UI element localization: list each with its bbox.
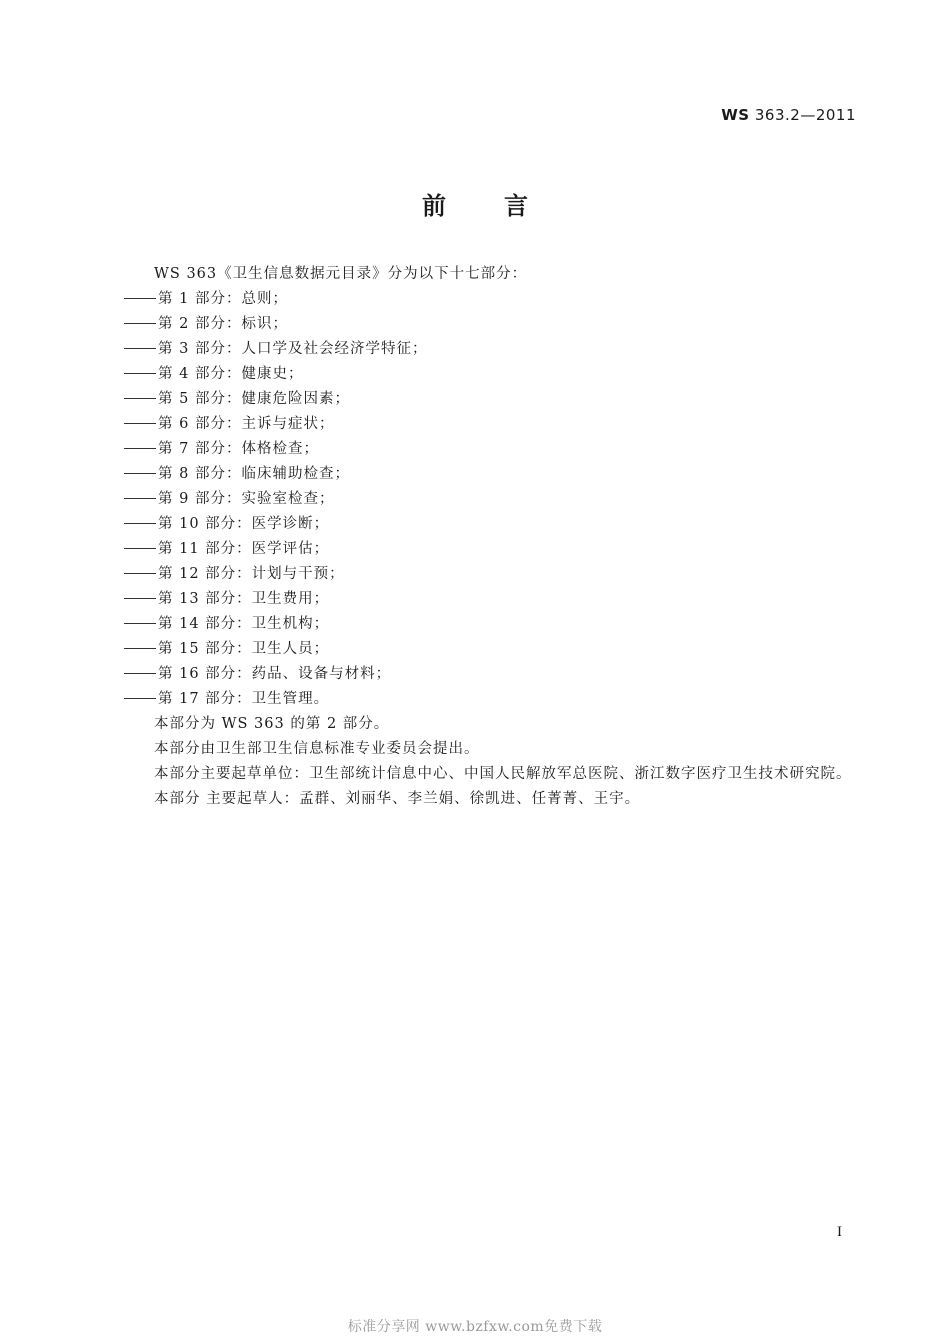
document-code-prefix: WS [721,106,750,124]
part-list [124,287,860,712]
intro-paragraph: WS 363《卫生信息数据元目录》分为以下十七部分： [154,266,528,282]
part-list-label: 第 6 部分：主诉与症状； [158,416,335,432]
part-list-item [124,662,860,687]
em-dash-line [124,348,156,349]
part-list-label: 第 4 部分：健康史； [158,366,304,382]
part-list-item [124,412,860,437]
em-dash-line [124,448,156,449]
paragraph-proposer: 本部分由卫生部卫生信息标准专业委员会提出。 [154,741,480,757]
part-list-label: 第 11 部分：医学评估； [158,541,330,557]
part-list-label: 第 12 部分：计划与干预； [158,566,345,582]
part-list-label: 第 2 部分：标识； [158,316,288,332]
em-dash-line [124,698,156,699]
part-list-item [124,337,860,362]
em-dash-line [124,373,156,374]
part-list-label: 第 10 部分：医学诊断； [158,516,330,532]
em-dash-line [124,623,156,624]
part-list-label: 第 1 部分：总则； [158,291,288,307]
part-list-item [124,562,860,587]
part-list-item [124,537,860,562]
part-list-label: 第 8 部分：临床辅助检查； [158,466,350,482]
paragraph-drafting-units: 本部分主要起草单位：卫生部统计信息中心、中国人民解放军总医院、浙江数字医疗卫生技术研究院。 [154,766,852,782]
em-dash-line [124,548,156,549]
part-list-item [124,587,860,612]
em-dash-line [124,498,156,499]
part-list-item [124,487,860,512]
part-list-item [124,462,860,487]
part-list-label: 第 15 部分：卫生人员； [158,641,330,657]
paragraph-drafters: 本部分 主要起草人：孟群、刘丽华、李兰娟、徐凯进、任菁菁、王宇。 [154,791,641,807]
em-dash-line [124,673,156,674]
part-list-item [124,312,860,337]
part-list-label: 第 3 部分：人口学及社会经济学特征； [158,341,428,357]
document-code [721,106,856,124]
paragraph-scope: 本部分为 WS 363 的第 2 部分。 [154,716,390,732]
em-dash-line [124,298,156,299]
document-body [124,262,860,812]
part-list-item [124,512,860,537]
part-list-item [124,612,860,637]
page-title: 前言 [422,192,586,220]
part-list-item [124,637,860,662]
part-list-label: 第 16 部分：药品、设备与材料； [158,666,392,682]
part-list-label: 第 7 部分：体格检查； [158,441,319,457]
em-dash-line [124,573,156,574]
part-list-label: 第 9 部分：实验室检查； [158,491,335,507]
part-list-label: 第 17 部分：卫生管理。 [158,691,330,707]
em-dash-line [124,423,156,424]
page-number: I [837,1224,842,1240]
em-dash-line [124,523,156,524]
part-list-item [124,287,860,312]
document-code-number: 363.2—2011 [754,106,856,124]
part-list-label: 第 13 部分：卫生费用； [158,591,330,607]
part-list-item [124,687,860,712]
em-dash-line [124,598,156,599]
em-dash-line [124,323,156,324]
part-list-item [124,362,860,387]
part-list-label: 第 5 部分：健康危险因素； [158,391,350,407]
part-list-item [124,387,860,412]
em-dash-line [124,648,156,649]
watermark: 标准分享网 www.bzfxw.com免费下载 [347,1319,603,1335]
em-dash-line [124,398,156,399]
em-dash-line [124,473,156,474]
part-list-item [124,437,860,462]
part-list-label: 第 14 部分：卫生机构； [158,616,330,632]
